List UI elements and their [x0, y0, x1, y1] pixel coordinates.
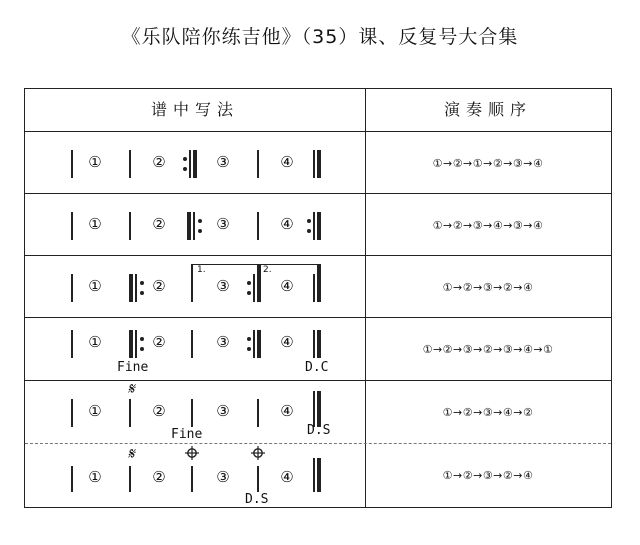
segno-icon: 𝄋 [127, 379, 135, 398]
table-row [25, 444, 611, 507]
measure-3: ③ [216, 468, 230, 486]
measure-3: ③ [216, 402, 230, 420]
coda-icon [251, 446, 265, 460]
table-row [25, 318, 611, 381]
first-ending-label: 1. [197, 265, 206, 275]
measure-4: ④ [280, 153, 294, 171]
header-order: 演奏顺序 [443, 100, 532, 119]
table-row [25, 256, 611, 319]
measure-3: ③ [216, 215, 230, 233]
header-notation: 谱中写法 [150, 100, 239, 119]
measure-1: ① [88, 153, 102, 171]
measure-4: ④ [280, 215, 294, 233]
coda-icon [185, 446, 199, 460]
table-row [25, 132, 611, 195]
measure-2: ② [152, 468, 166, 486]
notation-cell [25, 444, 365, 507]
notation-cell [25, 194, 365, 257]
dc-marking: D.C [305, 360, 329, 375]
measure-4: ④ [280, 277, 294, 295]
repeat-sign-table [24, 88, 612, 508]
measure-4: ④ [280, 333, 294, 351]
measure-3: ③ [216, 333, 230, 351]
play-order: ①→②→③→②→③→④→① [422, 343, 554, 356]
play-order: ①→②→③→②→④ [442, 469, 534, 482]
ds-marking: D.S [307, 423, 331, 438]
measure-4: ④ [280, 402, 294, 420]
ds-marking: D.S [245, 492, 269, 507]
table-row [25, 194, 611, 257]
measure-2: ② [152, 402, 166, 420]
second-ending-label: 2. [263, 265, 272, 275]
measure-2: ② [152, 277, 166, 295]
measure-2: ② [152, 215, 166, 233]
measure-2: ② [152, 153, 166, 171]
measure-1: ① [88, 402, 102, 420]
play-order: ①→②→①→②→③→④ [432, 157, 544, 170]
notation-cell [25, 256, 365, 319]
table-row [25, 381, 611, 444]
page-title: 《乐队陪你练吉他》（35）课、反复号大合集 [121, 26, 519, 48]
measure-1: ① [88, 468, 102, 486]
measure-3: ③ [216, 277, 230, 295]
fine-marking: Fine [117, 360, 149, 375]
measure-1: ① [88, 333, 102, 351]
fine-marking: Fine [171, 427, 203, 442]
play-order: ①→②→③→④→② [442, 406, 534, 419]
measure-4: ④ [280, 468, 294, 486]
play-order: ①→②→③→②→④ [442, 281, 534, 294]
segno-icon: 𝄋 [127, 444, 135, 463]
play-order: ①→②→③→④→③→④ [432, 219, 544, 232]
measure-1: ① [88, 215, 102, 233]
measure-1: ① [88, 277, 102, 295]
notation-cell [25, 318, 365, 381]
measure-2: ② [152, 333, 166, 351]
measure-3: ③ [216, 153, 230, 171]
notation-cell [25, 381, 365, 444]
notation-cell [25, 132, 365, 195]
